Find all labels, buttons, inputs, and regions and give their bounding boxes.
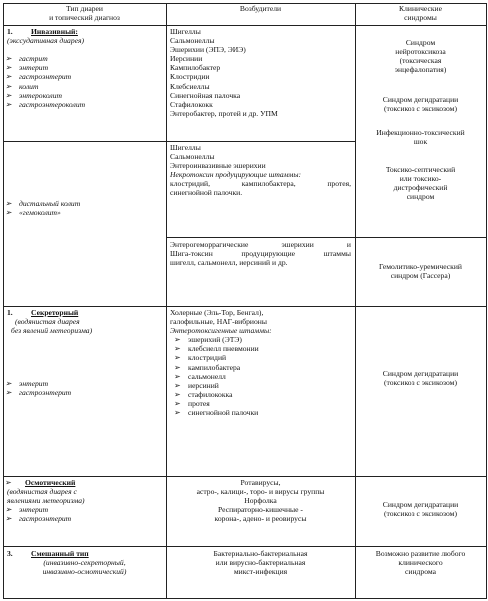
type-mixed: 3. Смешанный тип (инвазивно-секреторный, инвазивно-осмотический): [7, 549, 127, 577]
list-item: ➢ сальмонелл: [174, 371, 226, 381]
syndrome-hemolytic-uremic: Гемолитико-уремический синдром (Гассера): [379, 262, 462, 281]
syndrome-toxic-shock: Инфекционно-токсический шок: [376, 128, 465, 147]
pathogens-invasive: Шигеллы Сальмонеллы Эшерихии (ЭПЭ, ЭИЭ) Иерсинии Кампилобактер Клостридии Клебсиеллы Синегнойная палочка Стафилококк Энтеробактер, протей и др. УПМ: [170, 27, 278, 118]
list-item: ➢ энтероколит: [5, 90, 63, 100]
list-item: ➢ клостридий: [174, 353, 227, 363]
list-item: ➢ энтерит: [5, 379, 49, 388]
type-osmotic: ➢ Осмотический (водянистая диарея с явлениями метеоризма) ➢ энтерит ➢ гастроэнтерит: [3, 478, 166, 523]
list-item: ➢ клебсиелл пневмонии: [174, 344, 259, 354]
row-divider: [166, 237, 486, 238]
row-divider: [3, 546, 486, 547]
row-divider: [3, 476, 486, 477]
pathogens-mixed: Бактериально-бактериальная или вирусно-бактериальная микст-инфекция: [213, 549, 308, 577]
list-item: ➢ синегнойной палочки: [174, 408, 259, 418]
list-item: ➢ энтерит: [5, 63, 49, 73]
list-item: ➢ колит: [5, 81, 39, 91]
list-item: ➢ дистальный колит: [5, 199, 81, 208]
list-item: ➢ протея: [174, 398, 210, 408]
row-divider: [3, 306, 486, 307]
list-item: ➢ гастроэнтерит: [5, 514, 72, 524]
list-item: ➢ гастроэнтерит: [5, 72, 72, 82]
pathogens-colitis: Шигеллы Сальмонеллы Энтероинвазивные эшерихии Некротоксин продуцирующие штаммы: клостридий, кампилобактера, протея, синегнойной палочки.: [170, 143, 351, 198]
header-syndromes: Клинические синдромы: [399, 4, 442, 23]
syndrome-neurotoxicosis: Синдром нейротоксикоза (токсическая энцефалопатия): [394, 38, 447, 75]
list-item: ➢ кампилобактера: [174, 362, 241, 372]
list-item: ➢ гастроэнтерит: [5, 388, 72, 398]
table-border-right: [486, 3, 487, 599]
table-border-bottom: [3, 598, 486, 599]
list-item: ➢ энтерит: [5, 505, 49, 515]
diagnosis-colitis: [3, 199, 166, 217]
syndrome-dehydration: Синдром дегидратации (токсикоз с эксикозом): [382, 95, 459, 114]
syndrome-dehydration-secretory: Синдром дегидратации (токсикоз с эксикозом): [382, 369, 459, 388]
list-item: ➢ гастрит: [5, 54, 48, 64]
pathogens-secretory: Холерные (Эль-Тор, Бенгал), галофильные, НАГ-вибрионы Энтеротоксигенные штаммы: ➢ эшерихий (ЭТЭ) ➢ клебсиелл пневмонии ➢ клостридий ➢ кампилобактера ➢ сальмонелл ➢ иерсиний ➢ стафилококка ➢ протея ➢ синегнойной палочки: [166, 308, 355, 417]
syndrome-any: Возможно развитие любого клинического синдрома: [375, 549, 466, 577]
syndrome-dehydration-osmotic: Синдром дегидратации (токсикоз с эксикозом): [382, 500, 459, 519]
pathogens-osmotic: Ротавирусы, астро-, калици-, торо- и вирусы группы Норфолка Респираторно-кишечные - корона-, адено- и реовирусы: [196, 478, 325, 524]
list-item: ➢ иерсиний: [174, 380, 219, 390]
header-pathogens: Возбудители: [239, 4, 282, 13]
list-item: ➢ стафилококка: [174, 389, 233, 399]
pathogens-hemorrhagic: Энтерогеморрагические эшерихии и Шига-токсин продуцирующие штаммы шигелл, сальмонелл, иерсиний и др.: [170, 240, 351, 268]
syndrome-toxic-septic: Токсико-септический или токсико- дистрофический синдром: [385, 165, 456, 202]
type-secretory: 1. Секреторный (водянистая диарея без явлений метеоризма): [7, 308, 93, 336]
list-item: ➢ эшерихий (ЭТЭ): [174, 335, 242, 345]
list-item: ➢ гастроэнтероколит: [5, 99, 86, 109]
list-item: ➢ «гемоколит»: [5, 208, 61, 218]
header-type: Тип диареи и топический диагноз: [49, 4, 120, 23]
diagnosis-secretory: [3, 379, 166, 397]
type-invasive: 1. Инвазивный: (экссудативная диарея) ➢ гастрит ➢ энтерит ➢ гастроэнтерит ➢ колит ➢ энтероколит ➢ гастроэнтероколит: [3, 27, 166, 109]
row-divider: [3, 141, 355, 142]
header-divider: [3, 25, 486, 26]
